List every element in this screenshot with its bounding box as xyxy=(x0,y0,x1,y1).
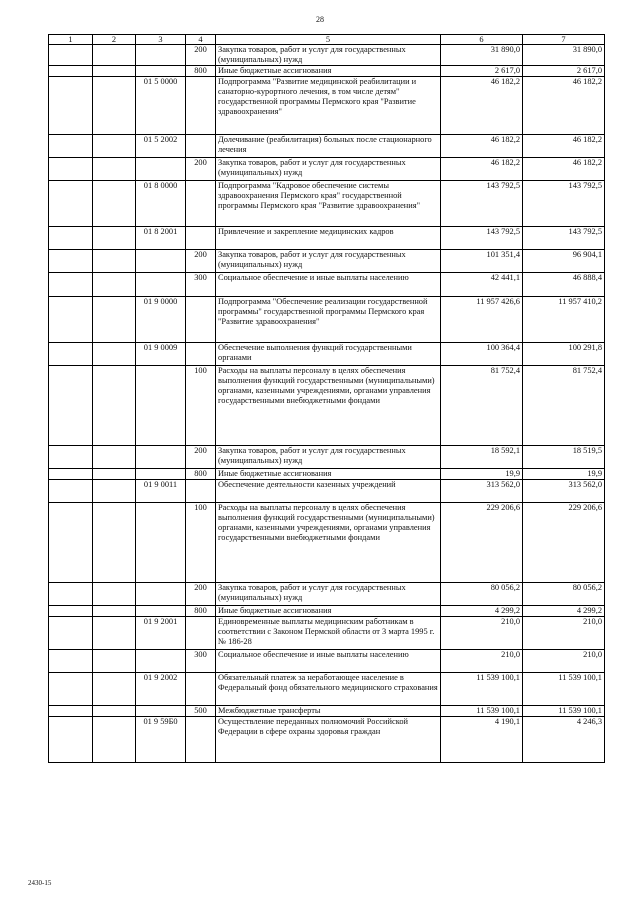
table-row xyxy=(49,605,605,616)
empty-cell xyxy=(93,649,136,672)
amount-2017-cell: 46 182,2 xyxy=(523,76,605,134)
empty-cell xyxy=(49,180,93,226)
empty-cell xyxy=(93,716,136,762)
amount-2017-cell: 229 206,6 xyxy=(523,502,605,582)
amount-2016-cell: 313 562,0 xyxy=(441,479,523,502)
empty-cell xyxy=(49,705,93,716)
column-header: 2 xyxy=(93,35,136,45)
expense-type-cell: 300 xyxy=(186,272,216,296)
description-cell: Долечивание (реабилитация) больных после стационарного лечения xyxy=(216,134,441,157)
empty-cell xyxy=(49,134,93,157)
empty-cell xyxy=(49,582,93,605)
empty-cell xyxy=(49,479,93,502)
table-row xyxy=(49,502,605,582)
target-article-cell xyxy=(136,605,186,616)
description-cell: Закупка товаров, работ и услуг для государственных (муниципальных) нужд xyxy=(216,45,441,66)
expense-type-cell: 100 xyxy=(186,365,216,445)
amount-2017-cell: 100 291,8 xyxy=(523,342,605,365)
table-row xyxy=(49,296,605,342)
table-row xyxy=(49,365,605,445)
description-cell: Обеспечение деятельности казенных учреждений xyxy=(216,479,441,502)
empty-cell xyxy=(49,649,93,672)
table-row xyxy=(49,616,605,649)
empty-cell xyxy=(49,157,93,180)
target-article-cell xyxy=(136,445,186,468)
empty-cell xyxy=(93,249,136,272)
target-article-cell: 01 8 0000 xyxy=(136,180,186,226)
table-row xyxy=(49,479,605,502)
amount-2017-cell: 31 890,0 xyxy=(523,45,605,66)
amount-2016-cell: 4 190,1 xyxy=(441,716,523,762)
description-cell: Привлечение и закрепление медицинских кадров xyxy=(216,226,441,249)
amount-2017-cell: 46 182,2 xyxy=(523,134,605,157)
empty-cell xyxy=(49,468,93,479)
amount-2017-cell: 2 617,0 xyxy=(523,65,605,76)
description-cell: Подпрограмма "Развитие медицинской реабилитации и санаторно-курортного лечения, в том числе детям" государственной программы Пермского края "Развитие здравоохранения" xyxy=(216,76,441,134)
target-article-cell xyxy=(136,649,186,672)
table-row xyxy=(49,157,605,180)
amount-2016-cell: 81 752,4 xyxy=(441,365,523,445)
expense-type-cell xyxy=(186,180,216,226)
description-cell: Расходы на выплаты персоналу в целях обеспечения выполнения функций государственными (муниципальными) органами, казенными учреждениями, органами управления государственными внебюджетными фондами xyxy=(216,365,441,445)
amount-2016-cell: 143 792,5 xyxy=(441,226,523,249)
amount-2017-cell: 80 056,2 xyxy=(523,582,605,605)
expense-type-cell: 200 xyxy=(186,582,216,605)
amount-2016-cell: 19,9 xyxy=(441,468,523,479)
table-row xyxy=(49,226,605,249)
expense-type-cell: 300 xyxy=(186,649,216,672)
empty-cell xyxy=(93,134,136,157)
empty-cell xyxy=(93,468,136,479)
description-cell: Закупка товаров, работ и услуг для государственных (муниципальных) нужд xyxy=(216,582,441,605)
amount-2017-cell: 11 539 100,1 xyxy=(523,705,605,716)
empty-cell xyxy=(49,445,93,468)
target-article-cell xyxy=(136,157,186,180)
amount-2016-cell: 46 182,2 xyxy=(441,157,523,180)
amount-2017-cell: 81 752,4 xyxy=(523,365,605,445)
description-cell: Расходы на выплаты персоналу в целях обеспечения выполнения функций государственными (муниципальными) органами, казенными учреждениями, органами управления государственными внебюджетными фондами xyxy=(216,502,441,582)
column-header: 1 xyxy=(49,35,93,45)
page-number: 28 xyxy=(316,15,324,24)
target-article-cell xyxy=(136,502,186,582)
amount-2016-cell: 42 441,1 xyxy=(441,272,523,296)
expense-type-cell xyxy=(186,76,216,134)
description-cell: Социальное обеспечение и иные выплаты населению xyxy=(216,272,441,296)
table-row xyxy=(49,468,605,479)
empty-cell xyxy=(49,76,93,134)
expense-type-cell: 800 xyxy=(186,605,216,616)
expense-type-cell: 200 xyxy=(186,157,216,180)
expense-type-cell: 800 xyxy=(186,468,216,479)
description-cell: Обязательный платеж за неработающее население в Федеральный фонд обязательного медицинского страхования xyxy=(216,672,441,705)
expense-type-cell xyxy=(186,616,216,649)
empty-cell xyxy=(49,672,93,705)
amount-2016-cell: 143 792,5 xyxy=(441,180,523,226)
empty-cell xyxy=(49,226,93,249)
table-row xyxy=(49,45,605,66)
expense-type-cell xyxy=(186,342,216,365)
amount-2017-cell: 313 562,0 xyxy=(523,479,605,502)
column-header: 6 xyxy=(441,35,523,45)
empty-cell xyxy=(93,65,136,76)
target-article-cell: 01 5 0000 xyxy=(136,76,186,134)
expense-type-cell xyxy=(186,134,216,157)
target-article-cell xyxy=(136,45,186,66)
table-row xyxy=(49,342,605,365)
empty-cell xyxy=(93,226,136,249)
description-cell: Закупка товаров, работ и услуг для государственных (муниципальных) нужд xyxy=(216,157,441,180)
description-cell: Обеспечение выполнения функций государственными органами xyxy=(216,342,441,365)
expense-type-cell: 200 xyxy=(186,445,216,468)
empty-cell xyxy=(93,272,136,296)
target-article-cell: 01 8 2001 xyxy=(136,226,186,249)
amount-2016-cell: 46 182,2 xyxy=(441,76,523,134)
empty-cell xyxy=(93,342,136,365)
amount-2016-cell: 101 351,4 xyxy=(441,249,523,272)
empty-cell xyxy=(93,479,136,502)
empty-cell xyxy=(49,249,93,272)
description-cell: Закупка товаров, работ и услуг для государственных (муниципальных) нужд xyxy=(216,249,441,272)
description-cell: Иные бюджетные ассигнования xyxy=(216,605,441,616)
expense-type-cell: 200 xyxy=(186,249,216,272)
table-row xyxy=(49,649,605,672)
amount-2017-cell: 18 519,5 xyxy=(523,445,605,468)
empty-cell xyxy=(93,296,136,342)
target-article-cell: 01 9 0000 xyxy=(136,296,186,342)
amount-2017-cell: 11 539 100,1 xyxy=(523,672,605,705)
column-header: 7 xyxy=(523,35,605,45)
table-row xyxy=(49,705,605,716)
expense-type-cell: 200 xyxy=(186,45,216,66)
description-cell: Закупка товаров, работ и услуг для государственных (муниципальных) нужд xyxy=(216,445,441,468)
amount-2017-cell: 19,9 xyxy=(523,468,605,479)
target-article-cell: 01 9 0009 xyxy=(136,342,186,365)
empty-cell xyxy=(93,76,136,134)
amount-2016-cell: 18 592,1 xyxy=(441,445,523,468)
target-article-cell xyxy=(136,705,186,716)
empty-cell xyxy=(93,157,136,180)
empty-cell xyxy=(93,605,136,616)
empty-cell xyxy=(49,502,93,582)
table-row xyxy=(49,65,605,76)
table-row xyxy=(49,134,605,157)
amount-2017-cell: 46 888,4 xyxy=(523,272,605,296)
table-row xyxy=(49,272,605,296)
amount-2016-cell: 100 364,4 xyxy=(441,342,523,365)
empty-cell xyxy=(93,365,136,445)
expense-type-cell xyxy=(186,672,216,705)
table-row xyxy=(49,672,605,705)
target-article-cell xyxy=(136,249,186,272)
description-cell: Иные бюджетные ассигнования xyxy=(216,468,441,479)
description-cell: Иные бюджетные ассигнования xyxy=(216,65,441,76)
expense-type-cell: 500 xyxy=(186,705,216,716)
empty-cell xyxy=(49,716,93,762)
expense-type-cell: 800 xyxy=(186,65,216,76)
description-cell: Подпрограмма "Обеспечение реализации государственной программы" государственной программы Пермского края "Развитие здравоохранения" xyxy=(216,296,441,342)
column-header: 3 xyxy=(136,35,186,45)
empty-cell xyxy=(93,502,136,582)
description-cell: Межбюджетные трансферты xyxy=(216,705,441,716)
amount-2016-cell: 4 299,2 xyxy=(441,605,523,616)
expense-type-cell: 100 xyxy=(186,502,216,582)
amount-2017-cell: 143 792,5 xyxy=(523,180,605,226)
amount-2017-cell: 210,0 xyxy=(523,649,605,672)
target-article-cell: 01 9 0011 xyxy=(136,479,186,502)
target-article-cell: 01 9 2001 xyxy=(136,616,186,649)
empty-cell xyxy=(49,65,93,76)
empty-cell xyxy=(49,45,93,66)
empty-cell xyxy=(93,705,136,716)
empty-cell xyxy=(93,45,136,66)
description-cell: Единовременные выплаты медицинским работникам в соответствии с Законом Пермской области от 3 марта 1995 г. № 186-28 xyxy=(216,616,441,649)
empty-cell xyxy=(49,616,93,649)
amount-2016-cell: 11 539 100,1 xyxy=(441,705,523,716)
expense-type-cell xyxy=(186,479,216,502)
target-article-cell: 01 5 2002 xyxy=(136,134,186,157)
column-header-row xyxy=(49,35,605,45)
table-row xyxy=(49,716,605,762)
amount-2016-cell: 31 890,0 xyxy=(441,45,523,66)
amount-2017-cell: 96 904,1 xyxy=(523,249,605,272)
table-row xyxy=(49,180,605,226)
empty-cell xyxy=(49,605,93,616)
empty-cell xyxy=(93,180,136,226)
target-article-cell xyxy=(136,272,186,296)
empty-cell xyxy=(93,616,136,649)
table-row xyxy=(49,76,605,134)
amount-2016-cell: 11 539 100,1 xyxy=(441,672,523,705)
amount-2017-cell: 210,0 xyxy=(523,616,605,649)
amount-2017-cell: 143 792,5 xyxy=(523,226,605,249)
amount-2016-cell: 2 617,0 xyxy=(441,65,523,76)
empty-cell xyxy=(93,445,136,468)
empty-cell xyxy=(93,672,136,705)
amount-2016-cell: 80 056,2 xyxy=(441,582,523,605)
empty-cell xyxy=(49,272,93,296)
amount-2017-cell: 46 182,2 xyxy=(523,157,605,180)
table-row xyxy=(49,445,605,468)
table-row xyxy=(49,249,605,272)
amount-2016-cell: 11 957 426,6 xyxy=(441,296,523,342)
amount-2016-cell: 210,0 xyxy=(441,616,523,649)
empty-cell xyxy=(49,365,93,445)
target-article-cell: 01 9 59Б0 xyxy=(136,716,186,762)
empty-cell xyxy=(93,582,136,605)
description-cell: Подпрограмма "Кадровое обеспечение системы здравоохранения Пермского края" государственной программы Пермского края "Развитие здравоохранения" xyxy=(216,180,441,226)
description-cell: Социальное обеспечение и иные выплаты населению xyxy=(216,649,441,672)
amount-2016-cell: 46 182,2 xyxy=(441,134,523,157)
amount-2016-cell: 229 206,6 xyxy=(441,502,523,582)
amount-2017-cell: 11 957 410,2 xyxy=(523,296,605,342)
description-cell: Осуществление переданных полномочий Российской Федерации в сфере охраны здоровья граждан xyxy=(216,716,441,762)
amount-2016-cell: 210,0 xyxy=(441,649,523,672)
table-row xyxy=(49,582,605,605)
expense-type-cell xyxy=(186,226,216,249)
budget-table xyxy=(48,34,605,763)
column-header: 5 xyxy=(216,35,441,45)
footer-code: 2430-15 xyxy=(28,879,52,887)
target-article-cell xyxy=(136,65,186,76)
target-article-cell xyxy=(136,582,186,605)
expense-type-cell xyxy=(186,296,216,342)
empty-cell xyxy=(49,296,93,342)
empty-cell xyxy=(49,342,93,365)
target-article-cell xyxy=(136,365,186,445)
amount-2017-cell: 4 299,2 xyxy=(523,605,605,616)
expense-type-cell xyxy=(186,716,216,762)
target-article-cell: 01 9 2002 xyxy=(136,672,186,705)
column-header: 4 xyxy=(186,35,216,45)
target-article-cell xyxy=(136,468,186,479)
amount-2017-cell: 4 246,3 xyxy=(523,716,605,762)
